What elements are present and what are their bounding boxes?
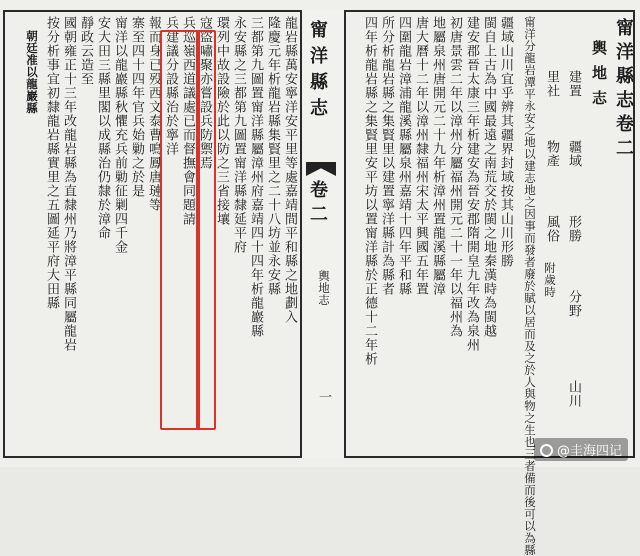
left-col-7: 兵巡嶺西道議處已而督撫會同題請 [180,16,195,226]
right-col-4: 初唐景雲二年以漳州分屬福州開元二十一年以福州為 [447,16,462,338]
right-col-7: 四圍龍岩漳浦龍溪縣屬泉州嘉靖十四年平和縣 [396,16,411,296]
subsection-1: 建置 [566,70,581,98]
highlighted-note: 朝廷准以龍巖縣 [25,30,39,114]
left-col-11: 甯洋以龍巖縣秋懼充兵前勦征剿四千金 [112,16,127,254]
left-col-8: 兵建議分設縣治於寧洋 [163,16,178,156]
left-col-5: 環列中故設險於此以防之三省接壤 [214,16,229,226]
camera-icon [540,444,553,457]
subsection-8: 風俗 [544,215,559,243]
right-col-5: 地屬泉州唐開元二十九年析漳州置龍溪縣屬漳 [430,16,445,296]
left-col-13: 靜政云造至 [78,16,93,86]
subsection-3: 形勝 [566,215,581,243]
left-col-12: 安大田三縣里閣以成縣治仍隸於漳命 [95,16,110,240]
subsection-6: 里社 [544,70,559,98]
subsection-note: 附歲時 [543,262,557,298]
watermark-badge [534,438,628,461]
subsection-2: 疆域 [566,140,581,168]
left-col-3: 三都第九圖置甯洋縣屬漳州府嘉靖四十四年析龍巖縣 [248,16,263,338]
section-tag: 輿地志 [317,270,331,306]
left-col-9: 報而身已殁西文泰曹鳴鳳唐璉等 [146,16,161,212]
volume-number: 卷二 [307,180,328,228]
right-col-6: 唐大曆十二年以漳州隸福州宋太平興國五年置 [413,16,428,296]
left-col-4: 永安縣之三都第九圖置甯洋縣隸延平府 [231,16,246,254]
right-col-8: 所分析龍岩縣之集賢里以建置寧洋縣計為縣者 [379,16,394,296]
page-marker: 一 [316,390,331,404]
left-col-2: 隆慶元年析龍岩縣集賢里之二十八坊並永安縣 [265,16,280,296]
annotation-box-wide [160,30,200,430]
running-title: 甯洋縣志 [307,20,328,124]
left-col-10: 寨至四十四年官兵始勦之於是 [129,16,144,198]
right-col-2: 閩自上古為中國最遠之南荒交於閩之地秦漢時為閩越 [481,16,496,338]
volume-title: 甯洋縣志卷二 [613,18,634,162]
left-col-6: 寇盜嘯聚亦嘗設兵防禦焉 [197,16,212,170]
right-col-1: 疆域山川宜乎辨其疆界封域按其山川形勝 [498,16,513,268]
left-col-1: 龍岩縣萬安寧洋安平里等處嘉靖間平和縣之地劃入 [282,16,297,324]
right-col-9: 四年析龍岩縣之集賢里安平坊以置甯洋縣於正德十二年析 [362,16,377,366]
section-title: 輿地志 [590,40,608,115]
subsection-4: 分野 [566,290,581,318]
watermark-text: @圭海四记 [556,444,622,459]
preface-text: 甯洋分龍岩潭平永安之地以建志地之因事而發者廢於賦以居而及之於人與物之生也三者備而後可以為縣 [523,16,537,556]
left-col-14: 國朝雍正十三年改龍岩縣為直隸州乃將漳平縣同屬龍岩 [61,16,76,352]
subsection-7: 物產 [544,140,559,168]
right-col-3: 建安郡晉太康三年析建安為晉安郡隋開皇九年改為泉州 [464,16,479,352]
left-col-15: 按分析事宜初隸龍岩縣實里之五圖延平府大田縣 [44,16,59,310]
annotation-box-narrow [196,30,216,430]
subsection-5: 山川 [566,380,581,408]
